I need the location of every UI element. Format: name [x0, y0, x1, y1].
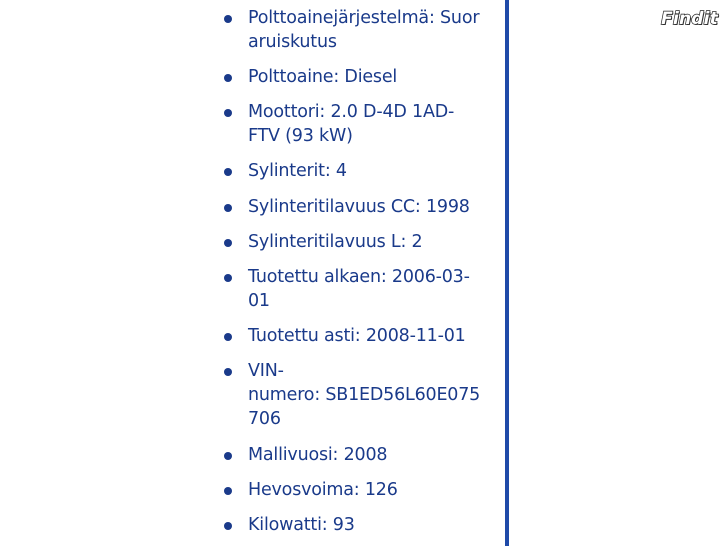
spec-text: Polttoaine: Diesel [248, 67, 398, 87]
spec-text: Sylinteritilavuus CC: 1998 [248, 197, 470, 217]
spec-text: Hevosvoima: 126 [248, 480, 398, 500]
spec-item-produced-from [220, 265, 505, 313]
spec-text: Mallivuosi: 2008 [248, 445, 388, 465]
spec-item-fuel-system [220, 6, 505, 54]
spec-item-model-year [220, 443, 505, 467]
spec-item-cylinders [220, 159, 505, 183]
bullet-icon [224, 452, 232, 460]
bullet-icon [224, 522, 232, 530]
spec-item-kilowatt [220, 513, 505, 537]
spec-text: Polttoainejärjestelmä: Suor aruiskutus [248, 8, 480, 52]
spec-text: VIN- numero: SB1ED56L60E075 706 [248, 361, 481, 429]
spec-item-horsepower [220, 478, 505, 502]
findit-logo: Findit [661, 9, 718, 29]
bullet-icon [224, 204, 232, 212]
bullet-icon [224, 109, 232, 117]
spec-item-engine [220, 100, 505, 148]
bullet-icon [224, 368, 232, 376]
vertical-divider [505, 0, 509, 546]
spec-item-fuel [220, 65, 505, 89]
spec-item-vin [220, 359, 505, 431]
bullet-icon [224, 239, 232, 247]
spec-text: Tuotettu alkaen: 2006-03- 01 [248, 267, 470, 311]
bullet-icon [224, 168, 232, 176]
bullet-icon [224, 487, 232, 495]
bullet-icon [224, 274, 232, 282]
spec-text: Kilowatti: 93 [248, 515, 355, 535]
spec-text: Sylinterit: 4 [248, 161, 347, 181]
bullet-icon [224, 15, 232, 23]
spec-text: Moottori: 2.0 D-4D 1AD- FTV (93 kW) [248, 102, 455, 146]
bullet-icon [224, 333, 232, 341]
spec-text: Tuotettu asti: 2008-11-01 [248, 326, 466, 346]
spec-item-displacement-l [220, 230, 505, 254]
spec-text: Sylinteritilavuus L: 2 [248, 232, 423, 252]
spec-item-produced-until [220, 324, 505, 348]
spec-item-displacement-cc [220, 195, 505, 219]
bullet-icon [224, 74, 232, 82]
